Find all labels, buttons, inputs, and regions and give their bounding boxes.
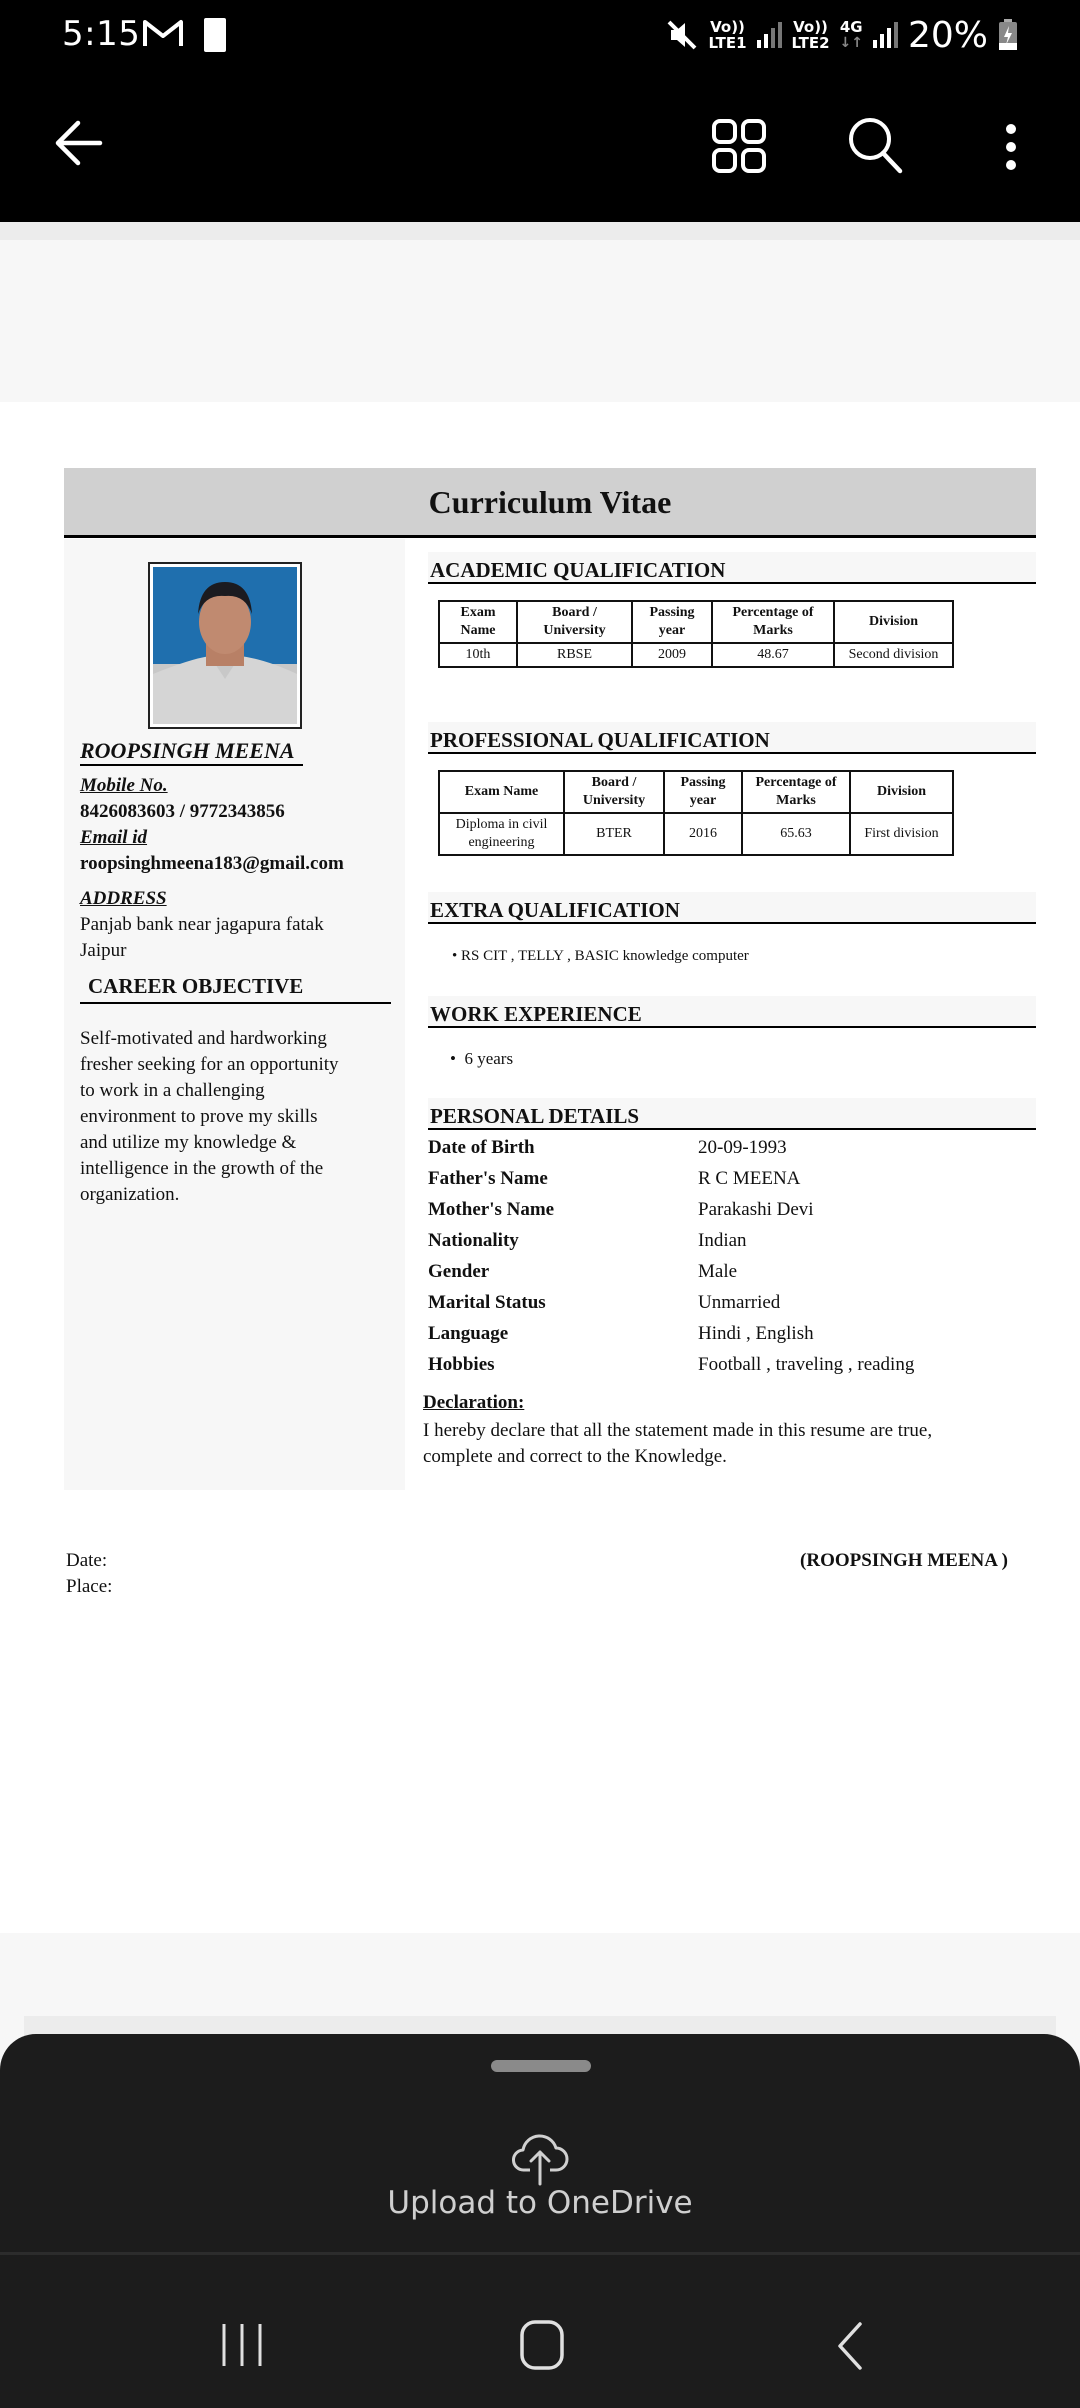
extra-qualification-heading: EXTRA QUALIFICATION: [428, 892, 1036, 924]
mobile-number: 8426083603 / 9772343856: [80, 801, 285, 822]
career-objective-heading: CAREER OBJECTIVE: [80, 974, 391, 1004]
marital-status-label: Marital Status: [428, 1292, 546, 1313]
next-page-edge: [24, 2016, 1056, 2036]
nationality-label: Nationality: [428, 1230, 519, 1251]
career-objective-text: Self-motivated and hardworking fresher seeking for an opportunity to work in a challenging environment to prove my skills and utilize my knowledge & intelligence in the growth of the organization.: [80, 1028, 339, 1205]
work-experience-item: • 6 years: [450, 1049, 514, 1068]
battery-percent: 20%: [907, 14, 988, 56]
home-icon[interactable]: [518, 2318, 566, 2372]
nationality-value: Indian: [698, 1230, 747, 1251]
academic-table: [438, 600, 954, 668]
gmail-icon: [142, 18, 184, 48]
professional-table: [438, 770, 954, 856]
page-gap: [0, 1933, 1080, 2016]
father-name-label: Father's Name: [428, 1168, 548, 1189]
dob-label: Date of Birth: [428, 1137, 535, 1158]
work-experience-heading: WORK EXPERIENCE: [428, 996, 1036, 1028]
sim1-label: Vo)) LTE1: [708, 18, 747, 52]
signal-icon: [757, 22, 782, 48]
hobbies-value: Football , traveling , reading: [698, 1354, 915, 1375]
gender-label: Gender: [428, 1261, 490, 1282]
address-line: Jaipur: [80, 940, 127, 961]
extra-qualification-item: • RS CIT , TELLY , BASIC knowledge computer: [452, 948, 749, 964]
language-value: Hindi , English: [698, 1323, 814, 1344]
marital-status-value: Unmarried: [698, 1292, 781, 1313]
more-vert-icon[interactable]: [1002, 121, 1020, 173]
mobile-label: Mobile No.: [80, 775, 168, 796]
divider: [0, 2252, 1080, 2255]
personal-details-heading: PERSONAL DETAILS: [428, 1098, 1036, 1130]
page-gap: [0, 222, 1080, 240]
upload-onedrive-label[interactable]: Upload to OneDrive: [387, 2185, 693, 2221]
email-label: Email id: [80, 827, 148, 848]
declaration-text: I hereby declare that all the statement made in this resume are true, complete and correct to the Knowledge.: [423, 1420, 933, 1467]
previous-page-area: [0, 240, 1080, 402]
status-time: 5:15: [62, 14, 141, 54]
person-photo-icon: [150, 564, 300, 727]
table-header-row: Exam Name Board / University Passing year Percentage of Marks Division: [439, 771, 953, 813]
dob-value: 20-09-1993: [698, 1137, 787, 1158]
mother-name-value: Parakashi Devi: [698, 1199, 814, 1220]
address-label: ADDRESS: [80, 888, 167, 909]
father-name-value: R C MEENA: [698, 1168, 801, 1189]
recents-icon[interactable]: [218, 2320, 266, 2370]
signal-icon: [873, 22, 898, 48]
signature-name: (ROOPSINGH MEENA ): [800, 1550, 1008, 1571]
sd-card-icon: [204, 18, 226, 52]
date-label: Date:: [66, 1550, 108, 1571]
cv-title: Curriculum Vitae: [428, 484, 672, 520]
status-bar: [0, 0, 1080, 75]
mother-name-label: Mother's Name: [428, 1199, 555, 1220]
language-label: Language: [428, 1323, 509, 1344]
cloud-upload-icon: [510, 2128, 570, 2188]
place-label: Place:: [66, 1576, 113, 1597]
drag-handle[interactable]: [491, 2060, 591, 2072]
email-address: roopsinghmeena183@gmail.com: [80, 853, 344, 874]
declaration-label: Declaration:: [423, 1392, 525, 1413]
table-header-row: Exam Name Board / University Passing year Percentage of Marks Division: [439, 601, 953, 643]
grid-view-icon[interactable]: [711, 118, 767, 174]
mute-icon: [665, 18, 699, 52]
sim2-label: Vo)) LTE2: [791, 18, 830, 52]
table-row: Diploma in civil engineering BTER 2016 65.63 First division: [439, 813, 953, 855]
academic-heading: ACADEMIC QUALIFICATION: [428, 552, 1036, 584]
cv-header: [64, 468, 1036, 538]
back-icon[interactable]: [830, 2320, 870, 2372]
hobbies-label: Hobbies: [428, 1354, 495, 1375]
search-icon[interactable]: [846, 115, 906, 175]
table-row: 10th RBSE 2009 48.67 Second division: [439, 643, 953, 667]
app-bar: [0, 75, 1080, 222]
battery-charging-icon: [998, 19, 1018, 51]
gender-value: Male: [698, 1261, 738, 1282]
profile-photo: [148, 562, 302, 729]
address-line: Panjab bank near jagapura fatak: [80, 914, 324, 935]
back-arrow-icon[interactable]: [52, 117, 104, 169]
professional-heading: PROFESSIONAL QUALIFICATION: [428, 722, 1036, 754]
candidate-name: ROOPSINGH MEENA: [80, 738, 303, 766]
network-type: 4G ↓↑: [839, 18, 863, 51]
